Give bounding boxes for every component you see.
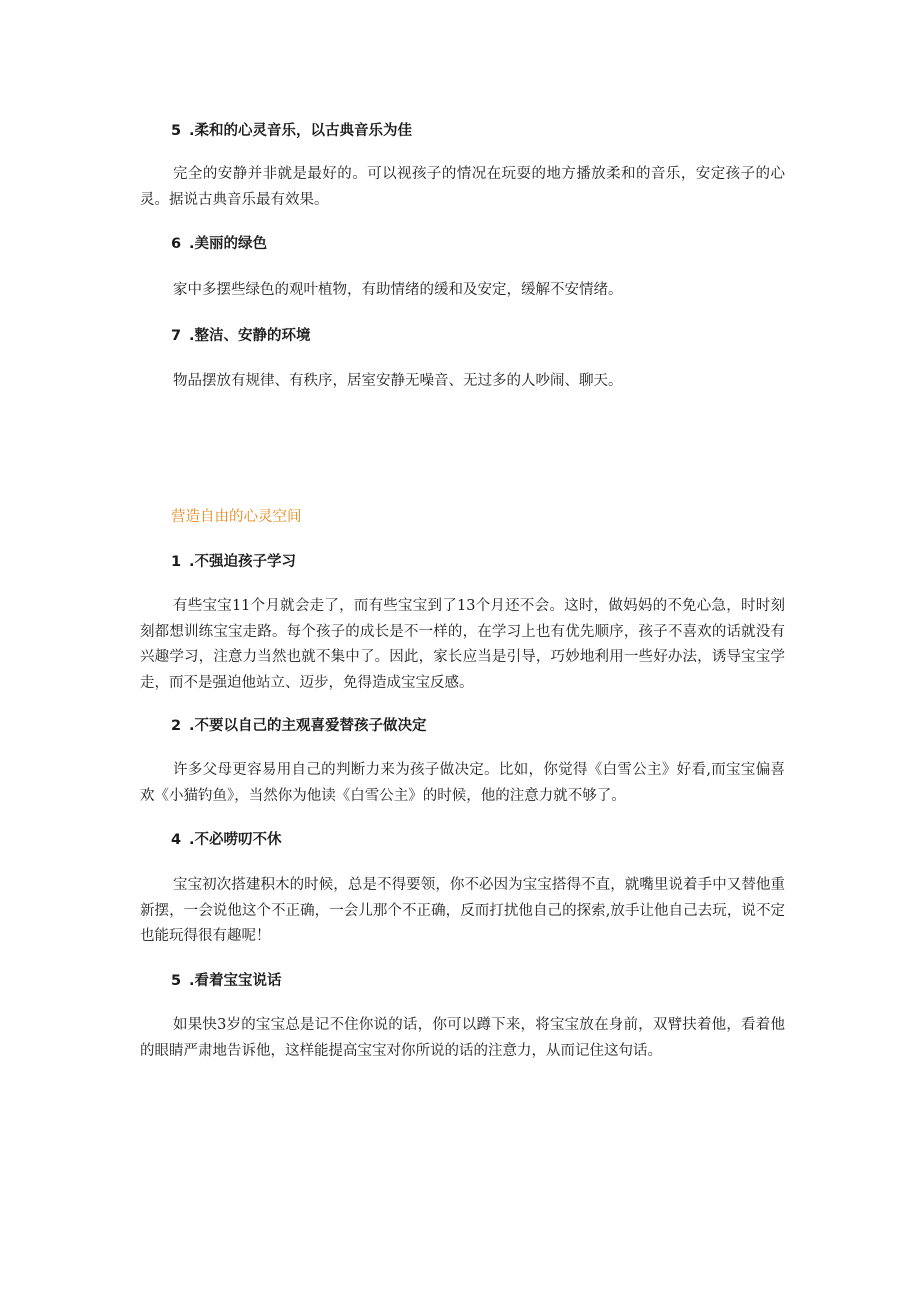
item-body	[140, 278, 785, 304]
item-heading	[140, 326, 785, 346]
item-heading-text	[140, 830, 785, 850]
item-heading-text	[140, 716, 785, 736]
item-heading	[140, 971, 785, 991]
item-heading-text	[140, 552, 785, 572]
item-number: 4	[171, 832, 182, 848]
paragraph: 有些宝宝11个月就会走了，而有些宝宝到了13个月还不会。这时，做妈妈的不免心急，时时刻刻都想训练宝宝走路。每个孩子的成长是不一样的，在学习上也有优先顺序，孩子不喜欢的话就没有兴趣学习，注意力当然也就不集中了。因此，家长应当是引导，巧妙地利用一些好办法，诱导宝宝学走，而不是强迫他站立、迈步，免得造成宝宝反感。	[140, 598, 785, 691]
item-body	[140, 594, 785, 696]
paragraph: 家中多摆些绿色的观叶植物，有助情绪的缓和及安定，缓解不安情绪。	[173, 282, 623, 298]
item-heading	[140, 830, 785, 850]
paragraph: 许多父母更容易用自己的判断力来为孩子做决定。比如，你觉得《白雪公主》好看,而宝宝偏喜欢《小猫钓鱼》，当然你为他读《白雪公主》的时候，他的注意力就不够了。	[140, 762, 785, 804]
item-title: .不要以自己的主观喜爱替孩子做决定	[189, 718, 427, 734]
item-number: 5	[171, 973, 182, 989]
item-heading-text	[140, 971, 785, 991]
section-title-text: 营造自由的心灵空间	[171, 509, 302, 525]
item-body	[140, 162, 785, 213]
item-heading	[140, 121, 785, 141]
item-number: 5	[171, 123, 182, 139]
item-body	[140, 873, 785, 950]
item-number: 7	[171, 328, 182, 344]
item-heading-text	[140, 234, 785, 254]
item-heading-text	[140, 121, 785, 141]
item-title: .不必唠叨不休	[189, 832, 282, 848]
paragraph: 物品摆放有规律、有秩序，居室安静无噪音、无过多的人吵闹、聊天。	[173, 373, 623, 389]
item-title: .看着宝宝说话	[189, 973, 282, 989]
item-number: 6	[171, 236, 182, 252]
item-heading	[140, 234, 785, 254]
item-body	[140, 369, 785, 395]
item-number: 2	[171, 718, 182, 734]
item-title: .整洁、安静的环境	[189, 328, 311, 344]
paragraph: 宝宝初次搭建积木的时候，总是不得要领，你不必因为宝宝搭得不直，就嘴里说着手中又替他重新摆，一会说他这个不正确，一会儿那个不正确，反而打扰他自己的探索,放手让他自己去玩，说不定也能玩得很有趣呢！	[140, 877, 785, 944]
item-number: 1	[171, 554, 182, 570]
paragraph: 如果快3岁的宝宝总是记不住你说的话，你可以蹲下来，将宝宝放在身前，双臂扶着他，看着他的眼睛严肃地告诉他，这样能提高宝宝对你所说的话的注意力，从而记住这句话。	[140, 1017, 785, 1059]
item-body	[140, 758, 785, 809]
item-body	[140, 1013, 785, 1064]
item-title: .不强迫孩子学习	[189, 554, 297, 570]
item-heading	[140, 552, 785, 572]
item-title: .美丽的绿色	[189, 236, 268, 252]
paragraph: 完全的安静并非就是最好的。可以视孩子的情况在玩耍的地方播放柔和的音乐，安定孩子的心灵。据说古典音乐最有效果。	[140, 166, 785, 208]
item-heading-text	[140, 326, 785, 346]
section-title	[140, 507, 785, 527]
item-heading	[140, 716, 785, 736]
item-title: .柔和的心灵音乐，以古典音乐为佳	[189, 123, 413, 139]
